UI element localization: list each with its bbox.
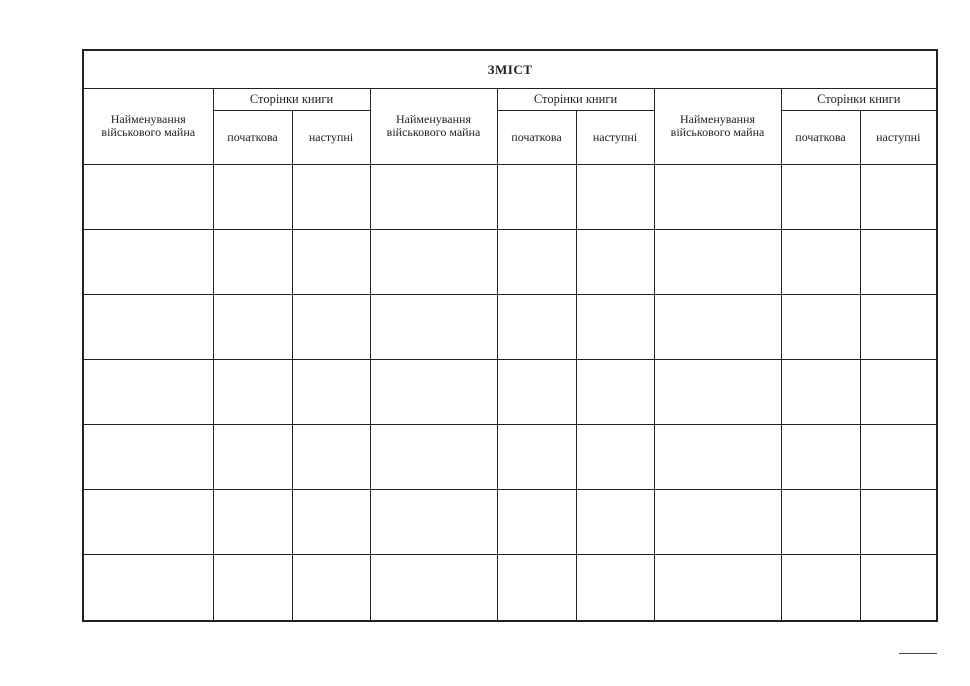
table-cell	[497, 360, 576, 425]
table-cell	[213, 425, 292, 490]
table-row	[84, 229, 936, 294]
table-cell	[576, 360, 654, 425]
name-header-line2: військового майна	[386, 125, 481, 140]
table-cell	[84, 425, 213, 490]
table-cell	[292, 490, 370, 555]
name-column-header	[84, 88, 213, 164]
table-row	[84, 425, 936, 490]
next-pages-header: наступні	[576, 110, 654, 164]
table-cell	[370, 555, 497, 620]
table-cell	[576, 294, 654, 359]
table-cell	[497, 490, 576, 555]
table-cell	[654, 555, 781, 620]
first-page-header: початкова	[213, 110, 292, 164]
table-cell	[654, 164, 781, 229]
table-cell	[370, 425, 497, 490]
table-cell	[576, 164, 654, 229]
table-cell	[576, 555, 654, 620]
table-cell	[781, 555, 860, 620]
table-row	[84, 360, 936, 425]
first-page-header: початкова	[781, 110, 860, 164]
table-cell	[576, 229, 654, 294]
table-row	[84, 555, 936, 620]
table-cell	[654, 360, 781, 425]
header-row-top	[84, 88, 936, 110]
table-cell	[654, 294, 781, 359]
table-cell	[292, 294, 370, 359]
table-cell	[292, 555, 370, 620]
table-cell	[860, 360, 936, 425]
table-cell	[654, 490, 781, 555]
page-title: ЗМІСТ	[84, 51, 936, 88]
table-cell	[497, 164, 576, 229]
table-cell	[292, 164, 370, 229]
table-cell	[292, 360, 370, 425]
table-cell	[84, 164, 213, 229]
table-cell	[860, 555, 936, 620]
table-cell	[84, 555, 213, 620]
table-cell	[370, 294, 497, 359]
table-cell	[84, 294, 213, 359]
footer-rule	[899, 653, 937, 654]
table-cell	[860, 164, 936, 229]
name-header-line1: Найменування	[110, 112, 186, 127]
title-row	[84, 51, 936, 88]
table-cell	[781, 229, 860, 294]
name-header-line1: Найменування	[396, 112, 471, 127]
table-cell	[576, 490, 654, 555]
table-cell	[497, 229, 576, 294]
table-cell	[84, 360, 213, 425]
table-cell	[213, 164, 292, 229]
next-pages-header: наступні	[292, 110, 370, 164]
table-cell	[654, 425, 781, 490]
table-cell	[497, 294, 576, 359]
table-cell	[654, 229, 781, 294]
table-cell	[292, 425, 370, 490]
name-header-line2: військового майна	[101, 125, 196, 140]
table-row	[84, 490, 936, 555]
table-cell	[497, 555, 576, 620]
name-column-header	[370, 88, 497, 164]
table-cell	[781, 425, 860, 490]
table-cell	[781, 360, 860, 425]
table-cell	[860, 294, 936, 359]
table-cell	[781, 164, 860, 229]
pages-column-header: Сторінки книги	[781, 88, 936, 110]
pages-column-header: Сторінки книги	[497, 88, 654, 110]
table-cell	[292, 229, 370, 294]
table-cell	[213, 360, 292, 425]
table-cell	[370, 360, 497, 425]
table-cell	[370, 490, 497, 555]
table-cell	[576, 425, 654, 490]
table-row	[84, 164, 936, 229]
table-cell	[860, 425, 936, 490]
first-page-header: початкова	[497, 110, 576, 164]
table-cell	[84, 490, 213, 555]
table-cell	[370, 229, 497, 294]
table-cell	[213, 555, 292, 620]
table-cell	[860, 490, 936, 555]
pages-column-header: Сторінки книги	[213, 88, 370, 110]
table-cell	[781, 294, 860, 359]
next-pages-header: наступні	[860, 110, 936, 164]
table-cell	[213, 229, 292, 294]
name-column-header	[654, 88, 781, 164]
table-cell	[860, 229, 936, 294]
name-header-line1: Найменування	[680, 112, 755, 127]
table-cell	[781, 490, 860, 555]
contents-table	[84, 51, 936, 620]
table-cell	[213, 490, 292, 555]
contents-sheet	[82, 49, 938, 622]
table-cell	[497, 425, 576, 490]
table-row	[84, 294, 936, 359]
table-cell	[370, 164, 497, 229]
name-header-line2: військового майна	[670, 125, 765, 140]
table-cell	[213, 294, 292, 359]
table-cell	[84, 229, 213, 294]
